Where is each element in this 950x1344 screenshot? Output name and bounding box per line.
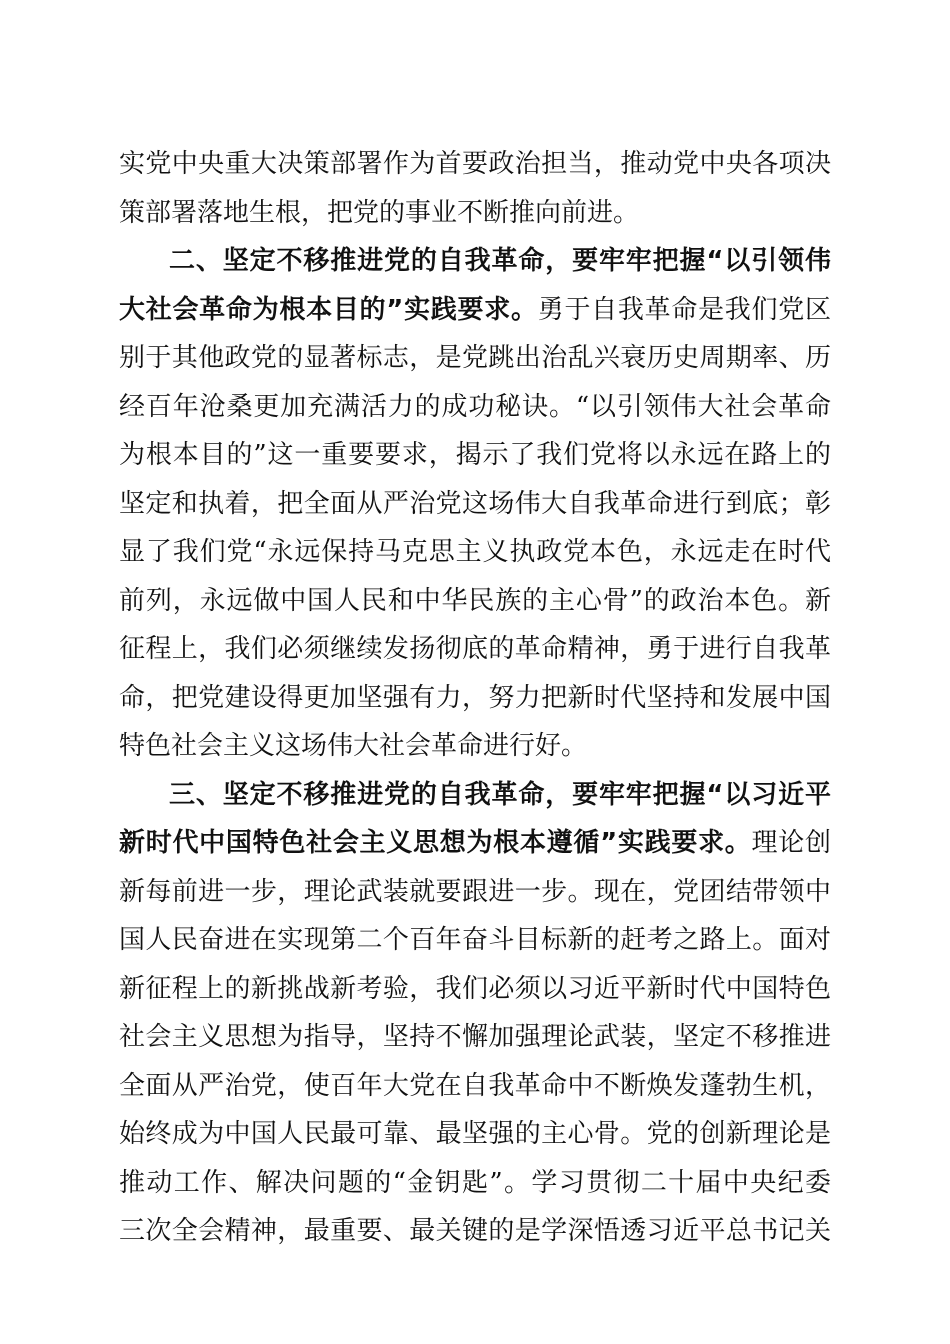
section-heading-2-continued: 大社会革命为根本目的”实践要求。 [119,294,538,325]
body-text: 勇于自我革命是我们党区 [537,294,831,325]
body-line: 策部署落地生根，把党的事业不断推向前进。 [119,197,640,228]
body-line: 三次全会精神，最重要、最关键的是学深悟透习近平总书记关 [119,1216,831,1246]
body-line: 全面从严治党，使百年大党在自我革命中不断焕发蓬勃生机， [119,1070,831,1101]
body-line: 新征程上的新挑战新考验，我们必须以习近平新时代中国特色 [119,973,831,1004]
body-line: 别于其他政党的显著标志，是党跳出治乱兴衰历史周期率、历 [119,343,831,373]
body-line-mixed [119,819,831,868]
body-line: 前列，永远做中国人民和中华民族的主心骨”的政治本色。新 [119,585,831,616]
body-text: 理论创 [751,828,831,858]
body-line: 特色社会主义这场伟大社会革命进行好。 [119,731,588,761]
body-line: 显了我们党“永远保持马克思主义执政党本色，永远走在时代 [119,537,831,567]
body-line: 实党中央重大决策部署作为首要政治担当，推动党中央各项决 [119,149,831,179]
body-line: 始终成为中国人民最可靠、最坚强的主心骨。党的创新理论是 [119,1119,831,1149]
body-line: 经百年沧桑更加充满活力的成功秘诀。“以引领伟大社会革命 [119,391,831,422]
body-line: 命，把党建设得更加坚强有力，努力把新时代坚持和发展中国 [119,682,831,713]
body-line: 推动工作、解决问题的“金钥匙”。学习贯彻二十届中央纪委 [119,1167,831,1198]
section-heading-3-continued: 新时代中国特色社会主义思想为根本遵循”实践要求。 [119,828,752,858]
body-line: 坚定和执着，把全面从严治党这场伟大自我革命进行到底；彰 [119,488,831,519]
body-line: 为根本目的”这一重要要求，揭示了我们党将以永远在路上的 [119,440,831,470]
body-line: 新每前进一步，理论武装就要跟进一步。现在，党团结带领中 [119,876,831,907]
document-body [119,140,831,1256]
section-heading-3: 三、坚定不移推进党的自我革命，要牢牢把握“以习近平 [169,779,831,810]
body-line: 社会主义思想为指导，坚持不懈加强理论武装，坚定不移推进 [119,1022,831,1052]
body-line: 征程上，我们必须继续发扬彻底的革命精神，勇于进行自我革 [119,634,831,664]
body-line: 国人民奋进在实现第二个百年奋斗目标新的赶考之路上。面对 [119,925,831,955]
section-heading-2: 二、坚定不移推进党的自我革命，要牢牢把握“以引领伟 [169,246,831,276]
body-line-mixed [119,286,831,335]
